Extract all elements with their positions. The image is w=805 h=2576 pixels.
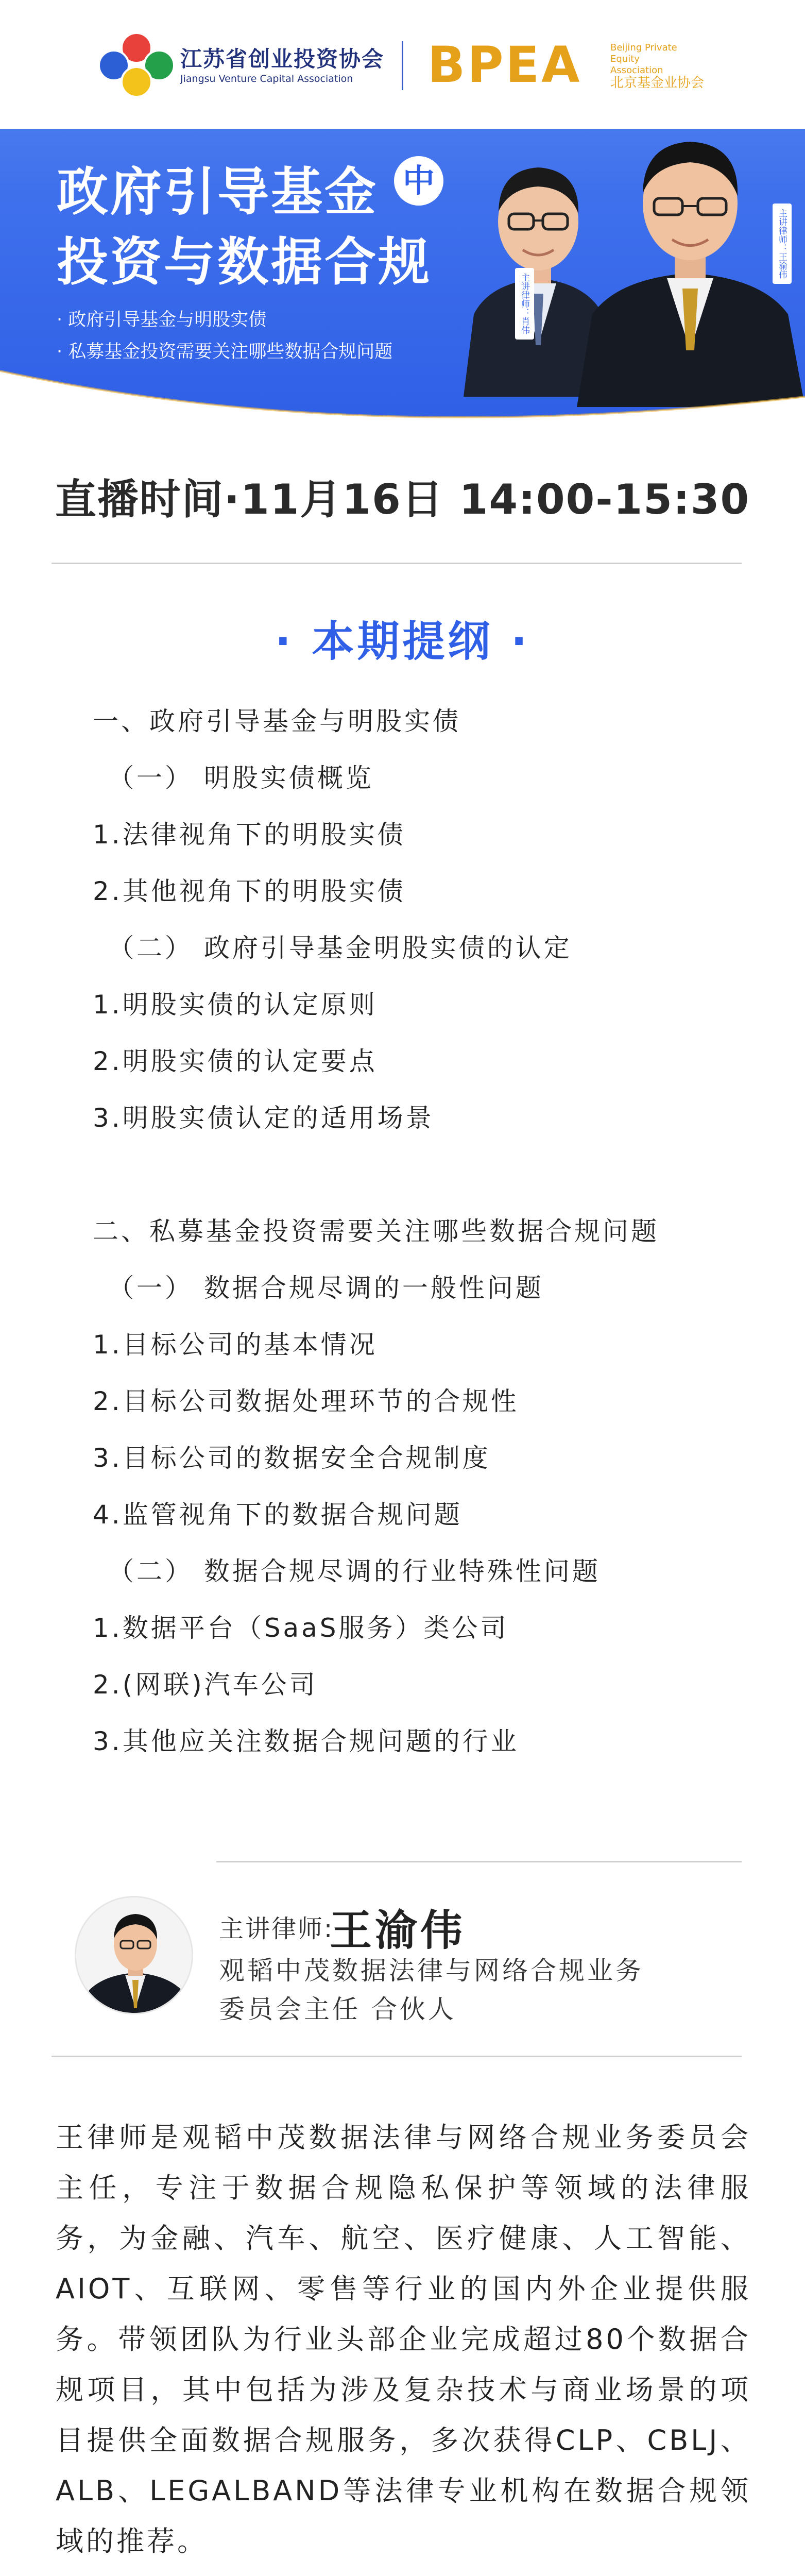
jsvca-logo-icon [98, 32, 175, 99]
banner-wave [0, 361, 805, 428]
outline-subheading: （一） 数据合规尽调的一般性问题 [108, 1273, 544, 1303]
outline-item: 1.数据平台（SaaS服务）类公司 [93, 1613, 509, 1643]
speaker-title-line2: 委员会主任 合伙人 [219, 1994, 456, 2024]
outline-item: 1.明股实债的认定原则 [93, 990, 378, 1020]
org1-english-name: Jiangsu Venture Capital Association [180, 73, 353, 84]
outline-item: 1.目标公司的基本情况 [93, 1330, 378, 1360]
outline-subheading: （一） 明股实债概览 [108, 763, 374, 793]
outline-item: 1.法律视角下的明股实债 [93, 820, 406, 850]
outline-item: 2.目标公司数据处理环节的合规性 [93, 1386, 519, 1416]
outline-subheading: （二） 政府引导基金明股实债的认定 [108, 933, 572, 963]
speaker-nameplate-1: 主讲律师：肖伟 [515, 268, 534, 340]
headline-line1: 政府引导基金 [57, 162, 378, 222]
org2-english-name: Beijing Private Equity Association [610, 42, 677, 76]
divider [52, 2056, 742, 2057]
speaker-title-line1: 观韬中茂数据法律与网络合规业务 [219, 1956, 644, 1986]
outline-section-heading: 二、私募基金投资需要关注哪些数据合规问题 [93, 1216, 659, 1246]
outline-spacer [93, 1146, 737, 1203]
outline-item: 2.(网联)汽车公司 [93, 1670, 318, 1700]
org1-name: 江苏省创业投资协会 [180, 46, 385, 72]
outline-item: 2.明股实债的认定要点 [93, 1046, 378, 1076]
outline-item: 3.其他应关注数据合规问题的行业 [93, 1726, 519, 1756]
topic-bullets [57, 304, 392, 368]
divider [52, 563, 742, 564]
speaker-bio: 王律师是观韬中茂数据法律与网络合规业务委员会主任，专注于数据合规隐私保护等领域的法律服务，为金融、汽车、航空、医疗健康、人工智能、AIOT、互联网、零售等行业的国内外企业提供服务。带领团队为行业头部企业完成超过80个数据合规项目，其中包括为涉及复杂技术与商业场景的项目提供全面数据合规服务，多次获得CLP、CBLJ、ALB、LEGALBAND等法律专业机构在数据合规领域的推荐。 [56, 2121, 751, 2557]
headline-badge: 中 [394, 156, 443, 206]
broadcast-time: 直播时间·11月16日 14:00-15:30 [55, 476, 750, 523]
speaker-avatar [75, 1896, 193, 2014]
outline-section-heading: 一、政府引导基金与明股实债 [93, 706, 461, 736]
speaker-nameplate-2: 主讲律师：王渝伟 [773, 204, 792, 284]
outline-title: · 本期提纲 · [275, 617, 530, 666]
outline-list [93, 693, 737, 1770]
speaker-name: 王渝伟 [330, 1906, 466, 1955]
logo-divider [402, 41, 403, 90]
divider [216, 1861, 742, 1862]
outline-item: 3.明股实债认定的适用场景 [93, 1103, 434, 1133]
outline-item: 3.目标公司的数据安全合规制度 [93, 1443, 491, 1473]
outline-subheading: （二） 数据合规尽调的行业特殊性问题 [108, 1556, 601, 1586]
org2-name: 北京基金业协会 [610, 75, 705, 91]
topic-bullet: · 私募基金投资需要关注哪些数据合规问题 [57, 336, 392, 368]
header-banner [0, 0, 805, 428]
org2-logo-text: BPEA [427, 36, 582, 94]
headline-line2: 投资与数据合规 [57, 232, 432, 292]
outline-item: 2.其他视角下的明股实债 [93, 876, 406, 906]
outline-item: 4.监管视角下的数据合规问题 [93, 1500, 463, 1530]
topic-bullet: · 政府引导基金与明股实债 [57, 304, 392, 336]
speaker-role: 主讲律师: [219, 1914, 334, 1943]
